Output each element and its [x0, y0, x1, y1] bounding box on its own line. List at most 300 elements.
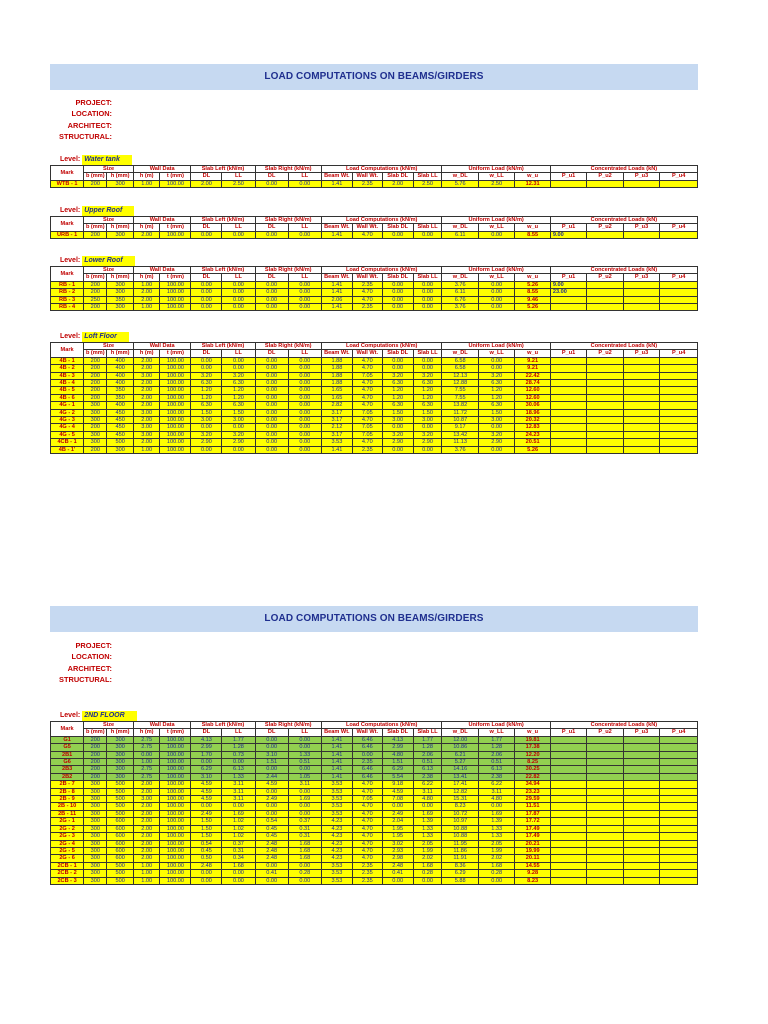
- table-cell: 200: [84, 394, 107, 401]
- table-cell: 3.17: [321, 431, 352, 438]
- table-cell: 300: [84, 847, 107, 854]
- beam-mark: 2B - 10: [51, 803, 84, 810]
- column-header: DL: [191, 729, 222, 736]
- table-row: [51, 825, 698, 832]
- table-cell: 0.00: [382, 281, 413, 288]
- table-cell: [660, 296, 698, 303]
- table-cell: 0.00: [255, 877, 288, 884]
- beam-mark: RB - 4: [51, 304, 84, 311]
- table-cell: 2.00: [133, 296, 160, 303]
- table-cell: 2.90: [222, 439, 255, 446]
- table-cell: [623, 833, 659, 840]
- table-cell: 2.48: [255, 847, 288, 854]
- table-cell: 10.87: [442, 417, 478, 424]
- table-cell: 2.00: [133, 847, 160, 854]
- table-cell: 500: [107, 796, 134, 803]
- table-cell: 4.59: [191, 796, 222, 803]
- table-cell: 1.00: [133, 180, 160, 187]
- table-cell: [660, 281, 698, 288]
- table-cell: 100.00: [160, 781, 191, 788]
- table-cell: 0.00: [255, 803, 288, 810]
- table-cell: 7.55: [442, 394, 478, 401]
- table-cell: 2.00: [133, 788, 160, 795]
- table-cell: [587, 402, 623, 409]
- table-cell: 9.17: [442, 424, 478, 431]
- table-cell: 0.00: [191, 803, 222, 810]
- beam-mark: 2CB - 2: [51, 870, 84, 877]
- column-header: w_LL: [478, 729, 514, 736]
- mark-header: Mark: [51, 722, 84, 737]
- table-cell: 0.00: [255, 409, 288, 416]
- table-cell: 0.00: [413, 296, 442, 303]
- table-cell: 2.35: [352, 180, 382, 187]
- table-cell: [660, 796, 698, 803]
- table-cell: [623, 296, 659, 303]
- table-cell: 1.51: [382, 759, 413, 766]
- table-cell: [550, 365, 586, 372]
- column-header: LL: [288, 224, 321, 231]
- beam-mark: 2G - 6: [51, 855, 84, 862]
- table-cell: 0.00: [413, 281, 442, 288]
- table-cell: 1.95: [382, 833, 413, 840]
- load-table-2nd-floor: [50, 721, 698, 885]
- table-cell: 12.00: [442, 736, 478, 743]
- table-cell: 300: [107, 744, 134, 751]
- table-cell: [660, 387, 698, 394]
- beam-mark: 2G - 1: [51, 818, 84, 825]
- column-header: P_u4: [660, 729, 698, 736]
- table-cell: 1.68: [478, 862, 514, 869]
- table-cell: [660, 402, 698, 409]
- column-header: Slab DL: [382, 350, 413, 357]
- beam-mark: RB - 1: [51, 281, 84, 288]
- table-cell: 0.00: [255, 296, 288, 303]
- table-cell: [623, 847, 659, 854]
- column-header: h (mm): [107, 274, 134, 281]
- level-heading: Level: Upper Roof: [60, 206, 134, 216]
- table-cell: 2.50: [222, 180, 255, 187]
- table-cell: [587, 417, 623, 424]
- table-cell: 3.20: [413, 431, 442, 438]
- column-header: h (m): [133, 350, 160, 357]
- table-cell: 1.20: [478, 394, 514, 401]
- table-row: [51, 781, 698, 788]
- table-cell: [660, 439, 698, 446]
- table-cell: 100.00: [160, 796, 191, 803]
- table-cell: 2.04: [382, 818, 413, 825]
- architect-label: ARCHITECT:: [67, 120, 112, 130]
- table-cell: 0.00: [288, 281, 321, 288]
- table-cell: 0.00: [191, 365, 222, 372]
- table-cell: [587, 796, 623, 803]
- table-cell: 1.20: [191, 394, 222, 401]
- table-cell: 1.41: [321, 446, 352, 453]
- column-header: Slab LL: [413, 274, 442, 281]
- table-cell: 4.70: [352, 855, 382, 862]
- table-cell: [623, 870, 659, 877]
- group-header: Slab Left (kN/m): [191, 343, 255, 350]
- table-cell: 2.98: [382, 855, 413, 862]
- table-cell: 3.20: [413, 372, 442, 379]
- table-cell: [550, 773, 586, 780]
- table-cell: [660, 862, 698, 869]
- table-cell: 7.55: [442, 387, 478, 394]
- group-header: Slab Left (kN/m): [191, 166, 255, 173]
- table-cell: 3.53: [321, 870, 352, 877]
- table-cell: [587, 862, 623, 869]
- table-cell: 4.59: [255, 781, 288, 788]
- table-cell: 500: [107, 862, 134, 869]
- table-cell: [623, 417, 659, 424]
- table-cell: 1.51: [255, 759, 288, 766]
- table-cell: 600: [107, 855, 134, 862]
- table-cell: 11.86: [442, 847, 478, 854]
- table-cell: 0.00: [478, 446, 514, 453]
- level-heading: Level: 2ND FLOOR: [60, 711, 137, 721]
- table-cell: 6.30: [382, 380, 413, 387]
- table-cell: 2.00: [133, 781, 160, 788]
- table-cell: [660, 736, 698, 743]
- table-cell: 13.82: [442, 402, 478, 409]
- table-cell: 6.29: [442, 870, 478, 877]
- beam-mark: 2B3: [51, 766, 84, 773]
- table-cell: 300: [84, 877, 107, 884]
- table-cell: 2.00: [133, 357, 160, 364]
- column-header: h (m): [133, 274, 160, 281]
- beam-mark: 4G - 3: [51, 417, 84, 424]
- table-cell: [623, 180, 659, 187]
- column-header: Slab LL: [413, 224, 442, 231]
- group-header: Wall Data: [133, 217, 191, 224]
- column-header: LL: [222, 224, 255, 231]
- table-cell: 2.49: [382, 810, 413, 817]
- column-header: Beam Wt.: [321, 350, 352, 357]
- table-cell: 1.00: [133, 304, 160, 311]
- table-cell: [550, 818, 586, 825]
- table-cell: [623, 372, 659, 379]
- beam-mark: 2G - 2: [51, 825, 84, 832]
- table-cell: 2.00: [133, 231, 160, 238]
- table-cell: 0.00: [382, 446, 413, 453]
- table-cell: 2.38: [413, 773, 442, 780]
- table-cell: [550, 759, 586, 766]
- table-cell: 3.76: [442, 281, 478, 288]
- table-cell: 0.51: [413, 759, 442, 766]
- table-cell: [660, 424, 698, 431]
- table-cell: 100.00: [160, 231, 191, 238]
- table-cell: 100.00: [160, 439, 191, 446]
- table-cell: 5.26: [515, 446, 550, 453]
- table-cell: [587, 847, 623, 854]
- table-cell: 3.53: [321, 796, 352, 803]
- table-cell: 300: [84, 439, 107, 446]
- table-cell: [587, 840, 623, 847]
- table-cell: 0.00: [288, 394, 321, 401]
- table-cell: 0.00: [288, 417, 321, 424]
- table-cell: 0.00: [222, 870, 255, 877]
- table-cell: 2.75: [133, 766, 160, 773]
- table-cell: 4.13: [191, 736, 222, 743]
- table-cell: 2.35: [352, 446, 382, 453]
- table-cell: [623, 825, 659, 832]
- table-cell: 0.00: [255, 357, 288, 364]
- column-header: Wall Wt.: [352, 350, 382, 357]
- table-cell: [550, 736, 586, 743]
- table-cell: 1.33: [478, 833, 514, 840]
- table-cell: 14.16: [442, 766, 478, 773]
- table-cell: 300: [84, 825, 107, 832]
- table-cell: 2.49: [255, 796, 288, 803]
- table-cell: 200: [84, 766, 107, 773]
- column-header: Slab LL: [413, 173, 442, 180]
- table-cell: 3.11: [478, 788, 514, 795]
- table-cell: 0.00: [288, 744, 321, 751]
- table-cell: 1.20: [222, 387, 255, 394]
- table-cell: [623, 231, 659, 238]
- table-cell: 0.00: [288, 180, 321, 187]
- table-cell: 4.70: [352, 231, 382, 238]
- table-cell: 23.23: [515, 788, 550, 795]
- table-cell: 350: [107, 387, 134, 394]
- table-cell: 0.45: [255, 825, 288, 832]
- group-header: Load Computations (kN/m): [321, 722, 442, 729]
- table-cell: 0.00: [191, 289, 222, 296]
- table-cell: 3.00: [191, 417, 222, 424]
- table-cell: 6.46: [352, 744, 382, 751]
- table-cell: 100.00: [160, 862, 191, 869]
- table-row: [51, 357, 698, 364]
- table-cell: 3.53: [321, 788, 352, 795]
- table-cell: 7.05: [352, 409, 382, 416]
- table-cell: 200: [84, 751, 107, 758]
- table-cell: 100.00: [160, 736, 191, 743]
- table-cell: 0.00: [382, 357, 413, 364]
- table-cell: 100.00: [160, 840, 191, 847]
- table-cell: 1.20: [382, 394, 413, 401]
- table-cell: 3.17: [321, 409, 352, 416]
- table-row: [51, 773, 698, 780]
- table-cell: 100.00: [160, 818, 191, 825]
- table-cell: 2.00: [133, 833, 160, 840]
- table-cell: 0.00: [288, 380, 321, 387]
- mark-header: Mark: [51, 217, 84, 232]
- table-cell: 450: [107, 409, 134, 416]
- table-cell: 1.50: [191, 833, 222, 840]
- project-meta-1: [40, 97, 112, 142]
- table-cell: 11.13: [442, 439, 478, 446]
- table-cell: 100.00: [160, 365, 191, 372]
- table-cell: [623, 766, 659, 773]
- table-cell: [660, 810, 698, 817]
- table-cell: [623, 281, 659, 288]
- table-cell: [550, 380, 586, 387]
- group-header: Uniform Load (kN/m): [442, 343, 550, 350]
- table-cell: 1.00: [133, 281, 160, 288]
- table-cell: [587, 357, 623, 364]
- column-header: P_u1: [550, 350, 586, 357]
- table-cell: 1.69: [288, 796, 321, 803]
- table-cell: 4.70: [352, 825, 382, 832]
- column-header: P_u1: [550, 224, 586, 231]
- table-cell: 1.68: [288, 840, 321, 847]
- table-cell: [660, 380, 698, 387]
- load-table-loft-floor: [50, 342, 698, 454]
- table-cell: 13.41: [442, 773, 478, 780]
- table-cell: [587, 788, 623, 795]
- table-cell: 1.39: [413, 818, 442, 825]
- table-cell: [623, 877, 659, 884]
- beam-mark: 2B - 11: [51, 810, 84, 817]
- table-cell: [587, 877, 623, 884]
- table-cell: 0.00: [382, 289, 413, 296]
- table-cell: 0.00: [352, 751, 382, 758]
- table-cell: 1.02: [222, 818, 255, 825]
- table-cell: 3.53: [321, 877, 352, 884]
- table-cell: 0.00: [255, 744, 288, 751]
- table-cell: 5.76: [442, 180, 478, 187]
- beam-mark: G6: [51, 759, 84, 766]
- column-header: Wall Wt.: [352, 173, 382, 180]
- project-label: PROJECT:: [75, 641, 112, 650]
- table-cell: 6.22: [413, 781, 442, 788]
- table-cell: 0.54: [255, 818, 288, 825]
- column-header: P_u4: [660, 173, 698, 180]
- table-cell: 1.69: [478, 810, 514, 817]
- table-cell: 2.50: [413, 180, 442, 187]
- table-cell: [587, 180, 623, 187]
- table-cell: 3.20: [478, 431, 514, 438]
- table-row: [51, 736, 698, 743]
- table-cell: 10.88: [442, 833, 478, 840]
- table-cell: 3.00: [133, 409, 160, 416]
- table-cell: 1.77: [478, 736, 514, 743]
- table-cell: 9.18: [382, 781, 413, 788]
- table-cell: [587, 736, 623, 743]
- table-cell: 1.33: [478, 825, 514, 832]
- table-cell: 0.00: [255, 439, 288, 446]
- group-header: Concentrated Loads (kN): [550, 217, 697, 224]
- table-cell: 0.54: [191, 840, 222, 847]
- column-header: w_u: [515, 173, 550, 180]
- table-cell: [660, 417, 698, 424]
- table-cell: 3.53: [321, 862, 352, 869]
- level-heading: Level: Lower Roof: [60, 256, 135, 266]
- table-cell: 1.20: [191, 387, 222, 394]
- column-header: Beam Wt.: [321, 729, 352, 736]
- table-cell: [550, 788, 586, 795]
- table-cell: 0.00: [222, 289, 255, 296]
- level-heading: Level: Water tank: [60, 155, 132, 165]
- column-header: h (mm): [107, 729, 134, 736]
- table-cell: 600: [107, 833, 134, 840]
- table-cell: 3.20: [382, 372, 413, 379]
- table-cell: 4.80: [382, 751, 413, 758]
- table-cell: 3.00: [133, 424, 160, 431]
- beam-mark: RB - 3: [51, 296, 84, 303]
- table-cell: [587, 781, 623, 788]
- table-cell: 3.20: [191, 372, 222, 379]
- table-cell: 3.00: [478, 417, 514, 424]
- table-cell: 2.82: [321, 402, 352, 409]
- table-cell: 3.53: [321, 803, 352, 810]
- table-cell: 12.13: [442, 372, 478, 379]
- table-cell: 2.00: [133, 380, 160, 387]
- table-cell: 3.00: [133, 431, 160, 438]
- table-cell: 1.41: [321, 281, 352, 288]
- table-cell: 0.00: [478, 424, 514, 431]
- table-cell: 0.00: [478, 357, 514, 364]
- table-cell: 12.20: [515, 751, 550, 758]
- table-cell: 17.41: [442, 781, 478, 788]
- table-cell: 9.00: [550, 231, 586, 238]
- group-header: Slab Left (kN/m): [191, 217, 255, 224]
- table-cell: 0.00: [255, 862, 288, 869]
- table-cell: 9.28: [515, 870, 550, 877]
- table-cell: 2.48: [382, 862, 413, 869]
- column-header: t (mm): [160, 350, 191, 357]
- column-header: w_LL: [478, 350, 514, 357]
- table-cell: [587, 409, 623, 416]
- table-cell: 100.00: [160, 803, 191, 810]
- table-cell: 2.00: [133, 810, 160, 817]
- load-table-water-tank: [50, 165, 698, 188]
- table-cell: 500: [107, 788, 134, 795]
- table-row: [51, 417, 698, 424]
- table-cell: [623, 446, 659, 453]
- structural-label: STRUCTURAL:: [59, 131, 112, 141]
- table-cell: 1.41: [321, 759, 352, 766]
- table-cell: 1.99: [478, 847, 514, 854]
- table-cell: 4.70: [352, 387, 382, 394]
- table-cell: 0.00: [255, 281, 288, 288]
- table-cell: 1.68: [222, 862, 255, 869]
- table-cell: [550, 446, 586, 453]
- table-cell: 300: [107, 773, 134, 780]
- table-cell: 100.00: [160, 304, 191, 311]
- table-cell: 0.28: [478, 870, 514, 877]
- table-cell: [550, 394, 586, 401]
- table-cell: [587, 424, 623, 431]
- table-cell: [660, 394, 698, 401]
- table-cell: 9.21: [515, 357, 550, 364]
- table-cell: 500: [107, 803, 134, 810]
- table-cell: 3.11: [222, 781, 255, 788]
- group-header: Slab Left (kN/m): [191, 267, 255, 274]
- group-header: Concentrated Loads (kN): [550, 267, 697, 274]
- group-header: Slab Left (kN/m): [191, 722, 255, 729]
- table-cell: 6.13: [413, 766, 442, 773]
- beam-mark: G5: [51, 744, 84, 751]
- mark-header: Mark: [51, 166, 84, 181]
- table-row: [51, 231, 698, 238]
- table-cell: 2.38: [478, 773, 514, 780]
- table-cell: 2.05: [413, 840, 442, 847]
- table-cell: 1.02: [222, 825, 255, 832]
- table-cell: 6.46: [352, 766, 382, 773]
- beam-mark: 4B - 4: [51, 380, 84, 387]
- table-cell: 0.00: [478, 877, 514, 884]
- column-header: b (mm): [84, 729, 107, 736]
- table-cell: 200: [84, 424, 107, 431]
- table-cell: 4.70: [352, 380, 382, 387]
- table-cell: 200: [84, 446, 107, 453]
- table-cell: 300: [107, 751, 134, 758]
- table-cell: 3.11: [222, 788, 255, 795]
- load-table-upper-roof: [50, 216, 698, 239]
- table-cell: 0.00: [478, 803, 514, 810]
- table-cell: [550, 803, 586, 810]
- table-cell: 11.91: [442, 855, 478, 862]
